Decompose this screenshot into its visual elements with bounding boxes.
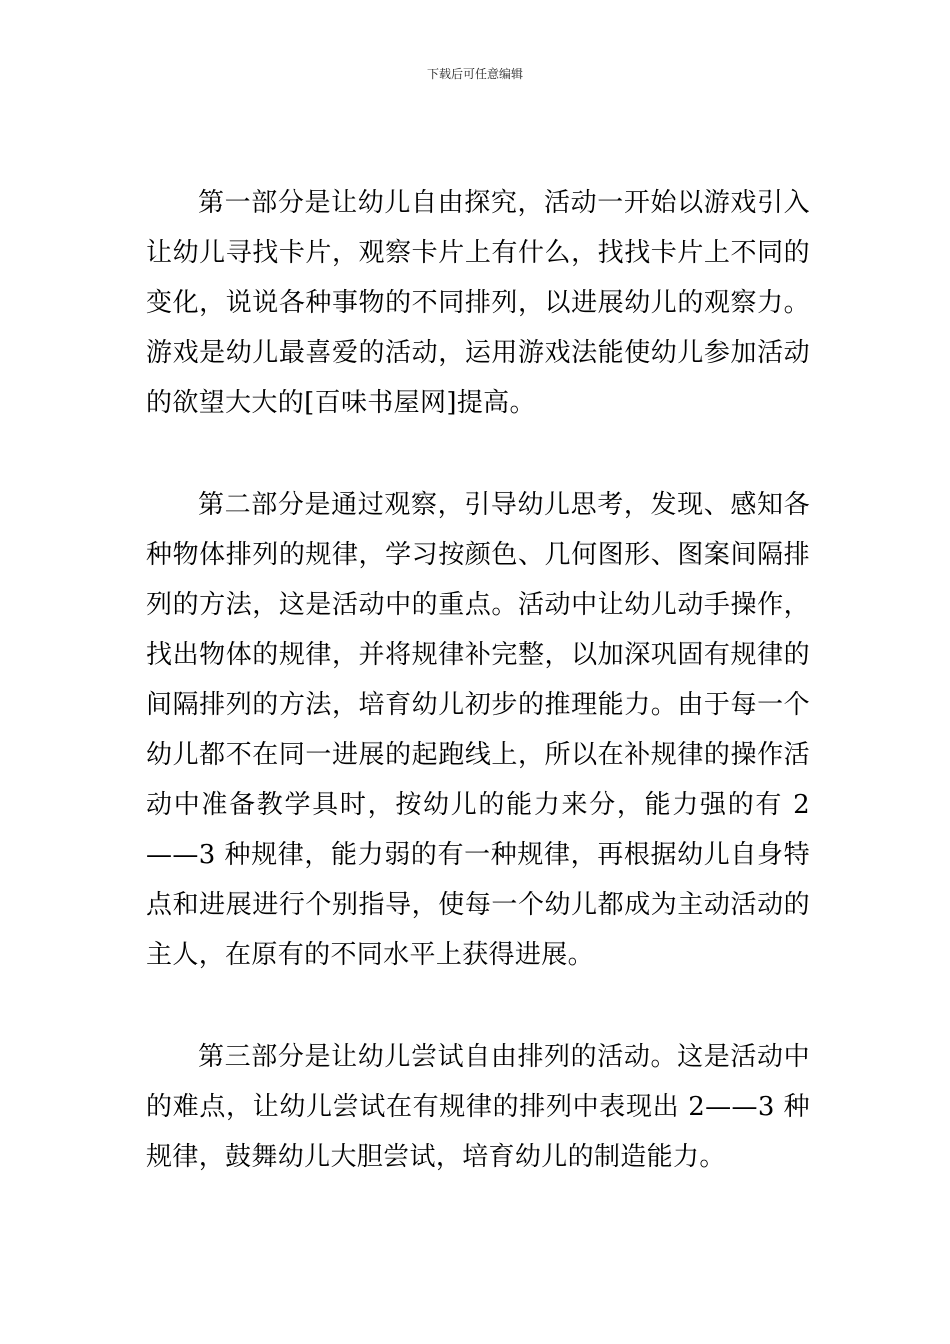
- paragraph-3: 第三部分是让幼儿尝试自由排列的活动。这是活动中的难点，让幼儿尝试在有规律的排列中表现出 2——3 种规律，鼓舞幼儿大胆尝试，培育幼儿的制造能力。: [146, 1042, 810, 1172]
- paragraph-2: 第二部分是通过观察，引导幼儿思考，发现、感知各种物体排列的规律，学习按颜色、几何图形、图案间隔排列的方法，这是活动中的重点。活动中让幼儿动手操作，找出物体的规律，并将规律补完整，以加深巩固有规律的间隔排列的方法，培育幼儿初步的推理能力。由于每一个幼儿都不在同一进展的起跑线上，所以在补规律的操作活动中准备教学具时，按幼儿的能力来分，能力强的有 2——3 种规律，能力弱的有一种规律，再根据幼儿自身特点和进展进行个别指导，使每一个幼儿都成为主动活动的主人，在原有的不同水平上获得进展。: [146, 490, 810, 970]
- header-note: 下载后可任意编辑: [426, 67, 523, 81]
- paragraph-1: 第一部分是让幼儿自由探究，活动一开始以游戏引入让幼儿寻找卡片，观察卡片上有什么，找找卡片上不同的变化，说说各种事物的不同排列，以进展幼儿的观察力。游戏是幼儿最喜爱的活动，运用游戏法能使幼儿参加活动的欲望大大的[百味书屋网]提高。: [146, 188, 810, 418]
- body-text: [146, 178, 810, 1234]
